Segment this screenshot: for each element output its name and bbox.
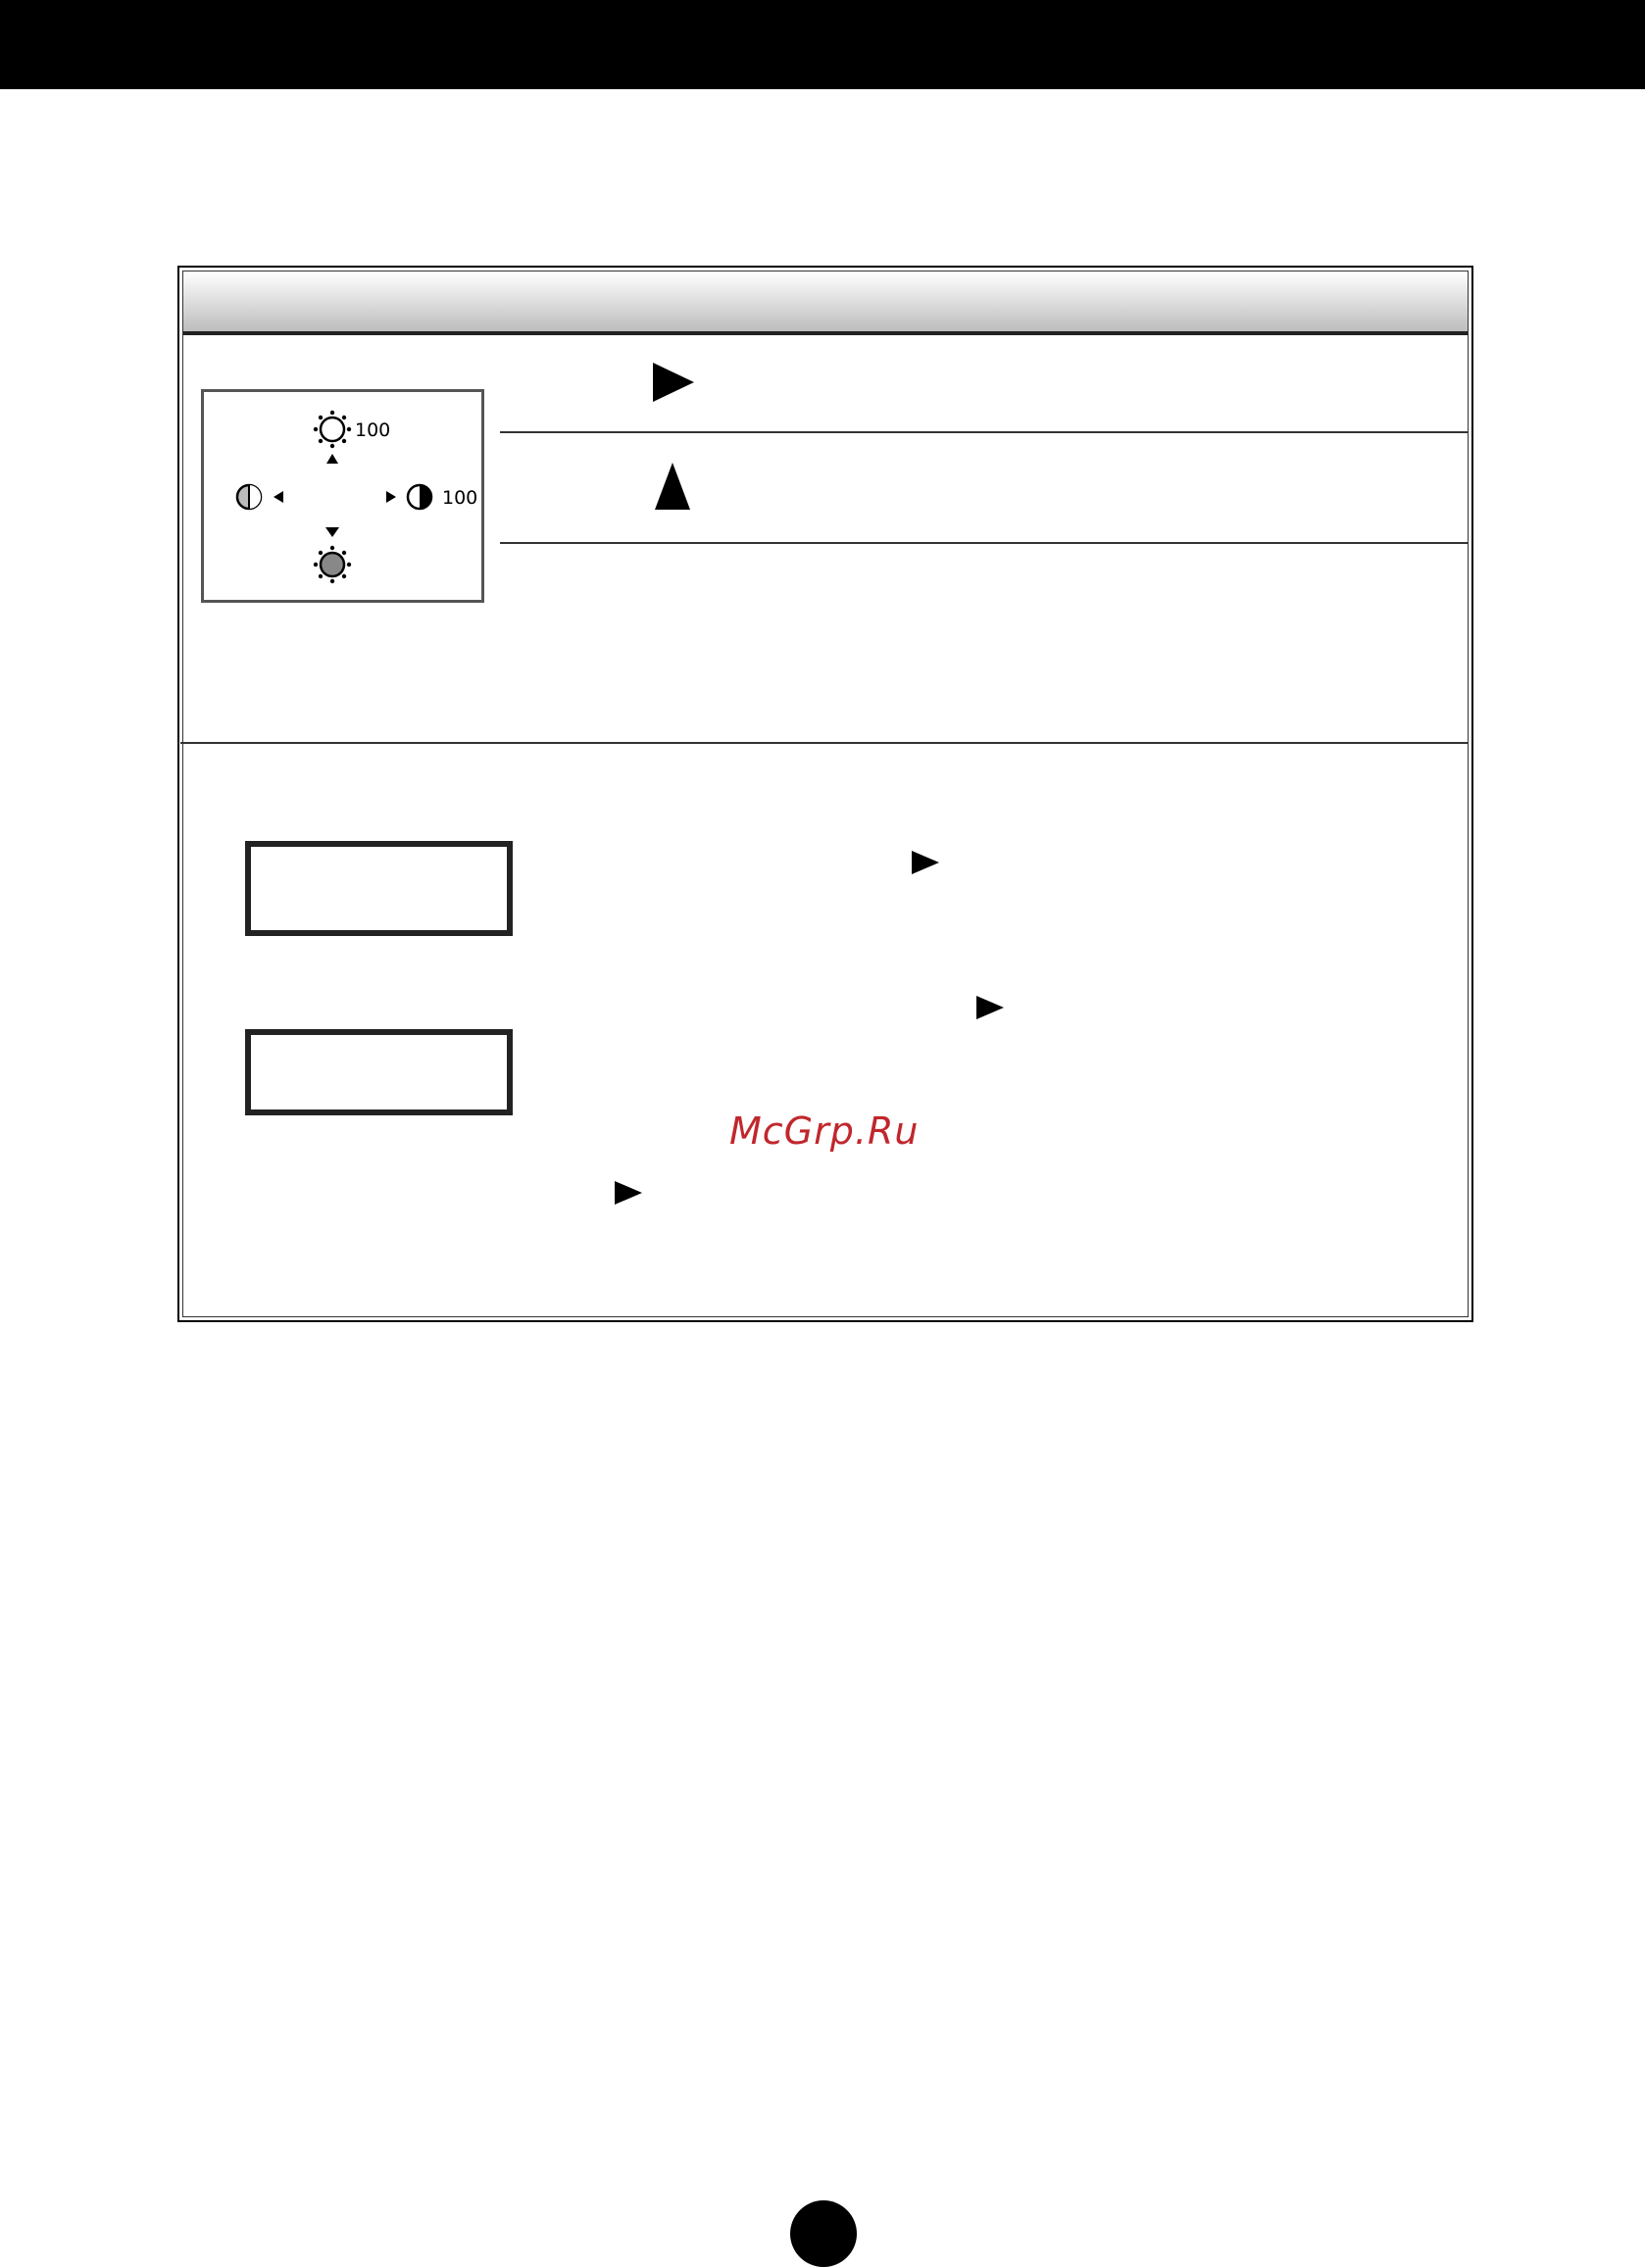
osd-left-arrow-icon xyxy=(274,491,283,503)
osd-contrast-value: 100 xyxy=(442,487,478,509)
arrow-right-icon xyxy=(615,1181,642,1205)
brightness-high-icon xyxy=(314,411,351,448)
page-number-marker xyxy=(790,2200,857,2267)
osd-brightness-value: 100 xyxy=(355,419,391,441)
row-divider-1 xyxy=(500,431,1469,433)
contrast-icon xyxy=(408,485,431,509)
osd-up-arrow-icon xyxy=(326,454,338,464)
osd-message-box-2 xyxy=(245,1029,513,1115)
brightness-low-icon xyxy=(314,546,351,583)
osd-message-box-1 xyxy=(245,841,513,936)
panel-header xyxy=(183,271,1468,335)
section-divider xyxy=(180,742,1469,744)
row-divider-2 xyxy=(500,542,1469,544)
page-header-bar xyxy=(0,0,1645,89)
contrast-icon xyxy=(237,485,261,509)
osd-right-arrow-icon xyxy=(386,491,396,503)
arrow-right-icon xyxy=(653,363,694,402)
arrow-up-icon xyxy=(655,463,690,510)
osd-brightness-contrast-box xyxy=(201,389,484,603)
watermark-text: McGrp.Ru xyxy=(729,1109,920,1153)
arrow-right-icon xyxy=(912,851,939,874)
osd-down-arrow-icon xyxy=(325,527,339,537)
osd-graphic xyxy=(204,392,481,600)
arrow-right-icon xyxy=(976,996,1004,1019)
